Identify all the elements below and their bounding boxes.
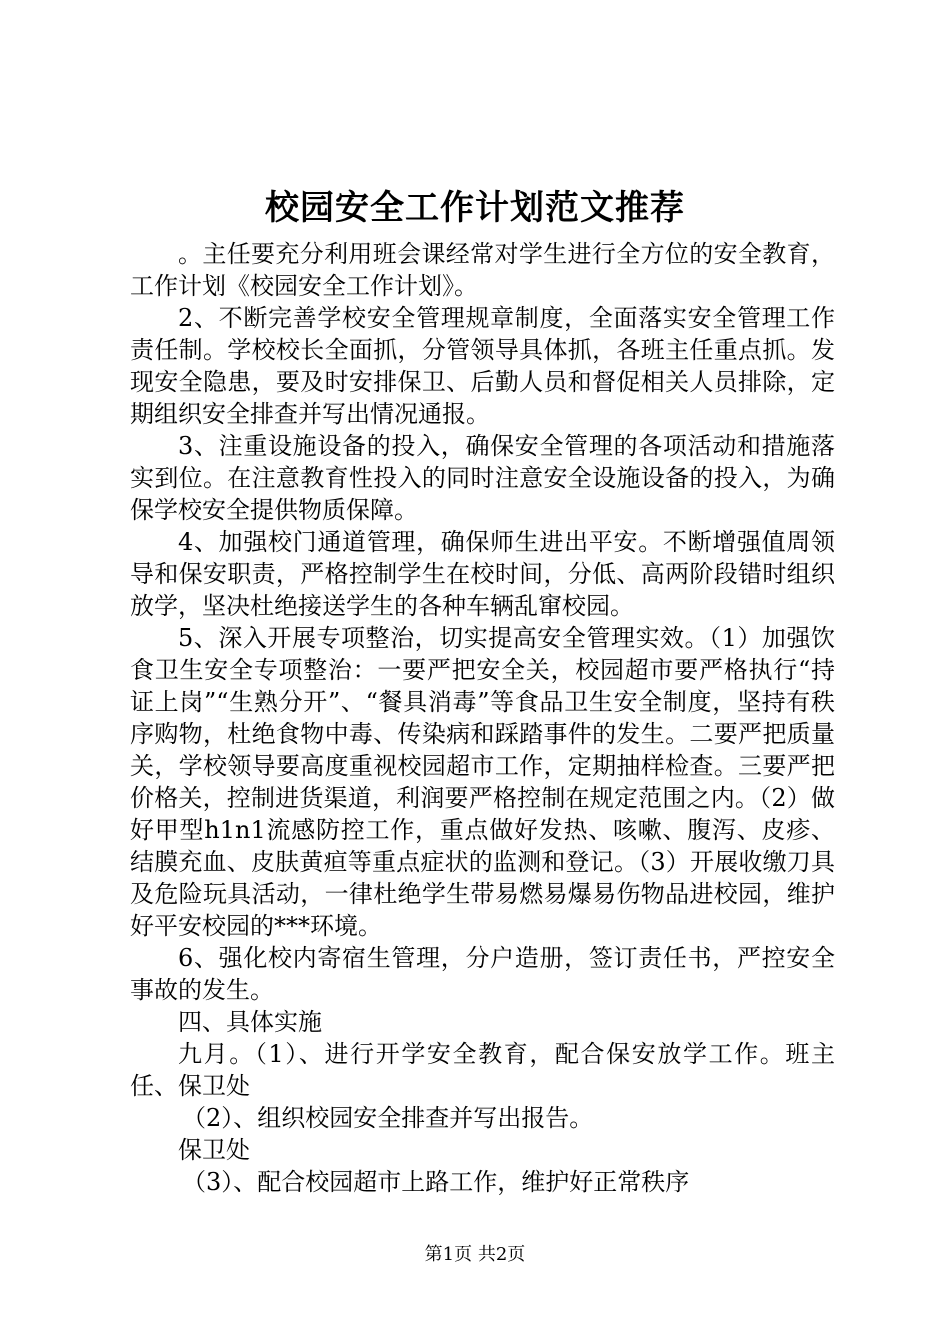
paragraph-special-rectification: 5、深入开展专项整治，切实提高安全管理实效。（1）加强饮食卫生安全专项整治：一要严把安全关，校园超市要严格执行“持证上岗”“生熟分开”、“餐具消毒”等食品卫生安全制度，坚持有秩序购物，杜绝食物中毒、传染病和踩踏事件的发生。二要严把质量关，学校领导要高度重视校园超市工作，定期抽样检查。三要严把价格关，控制进货渠道，利润要严格控制在规定范围之内。（2）做好甲型h1n1流感防控工作，重点做好发热、咳嗽、腹泻、皮疹、结膜充血、皮肤黄疸等重点症状的监测和登记。（3）开展收缴刀具及危险玩具活动，一律杜绝学生带易燃易爆易伤物品进校园，维护好平安校园的***环境。 xyxy=(130,624,835,940)
list-item-owner: 保卫处 xyxy=(178,1136,250,1164)
paragraph-boarding-management: 6、强化校内寄宿生管理，分户造册，签订责任书，严控安全事故的发生。 xyxy=(130,944,835,1004)
paragraph-class-teacher-education: 。主任要充分利用班会课经常对学生进行全方位的安全教育，工作计划《校园安全工作计划》。 xyxy=(130,240,835,300)
paragraph-gate-management: 4、加强校门通道管理，确保师生进出平安。不断增强值周领导和保安职责，严格控制学生在校时间，分低、高两阶段错时组织放学，坚决杜绝接送学生的各种车辆乱窜校园。 xyxy=(130,528,835,620)
list-item-september: 九月。（1）、进行开学安全教育，配合保安放学工作。班主任、保卫处 xyxy=(130,1040,835,1100)
page-footer: 第1页 共2页 xyxy=(424,1244,526,1265)
section-heading-implementation: 四、具体实施 xyxy=(178,1008,322,1036)
list-item-supermarket: （3）、配合校园超市上路工作，维护好正常秩序 xyxy=(182,1168,690,1196)
paragraph-safety-rules: 2、不断完善学校安全管理规章制度，全面落实安全管理工作责任制。学校校长全面抓，分管领导具体抓，各班主任重点抓。发现安全隐患，要及时安排保卫、后勤人员和督促相关人员排除，定期组织安全排查并写出情况通报。 xyxy=(130,304,835,428)
document-body xyxy=(130,238,835,1198)
document-title: 校园安全工作计划范文推荐 xyxy=(265,188,685,228)
list-item-inspection-report: （2）、组织校园安全排查并写出报告。 xyxy=(182,1104,594,1132)
paragraph-facilities-investment: 3、注重设施设备的投入，确保安全管理的各项活动和措施落实到位。在注意教育性投入的同时注意安全设施设备的投入，为确保学校安全提供物质保障。 xyxy=(130,432,835,524)
